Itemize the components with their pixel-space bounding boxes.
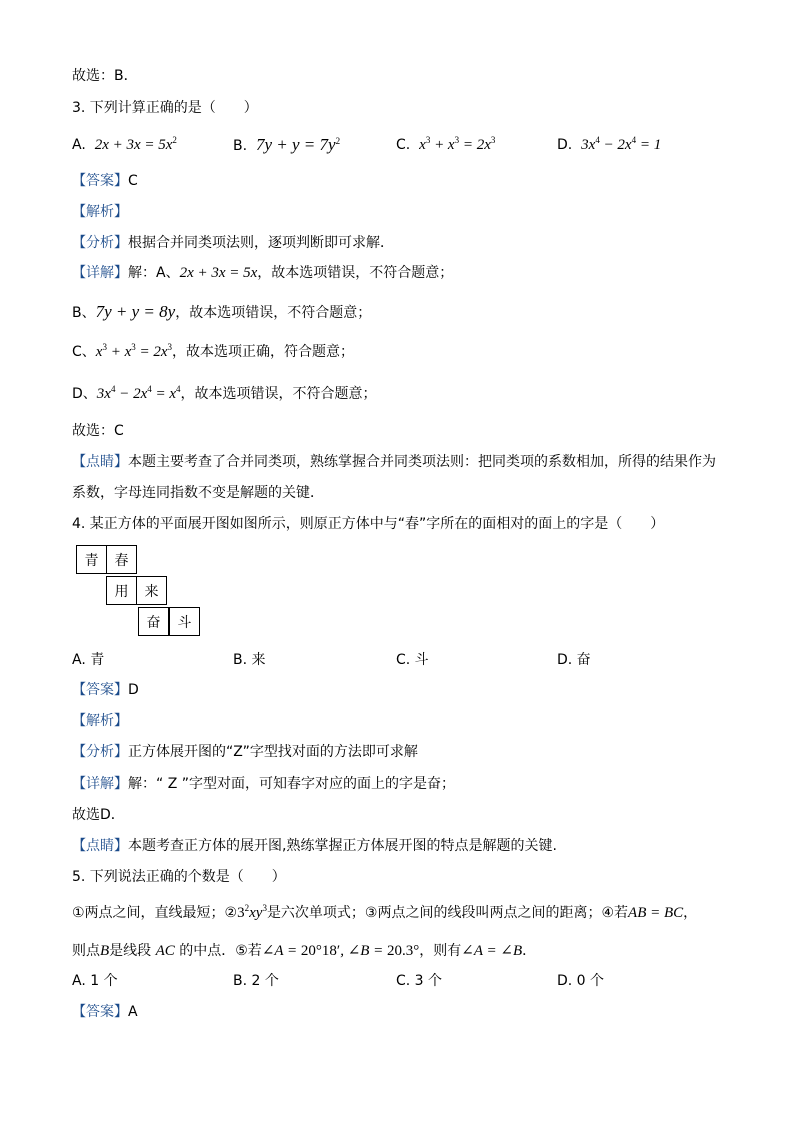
math-expression: AB = BC [628,905,684,921]
net-cell: 奋 [138,607,169,636]
question-3: 3. 下列计算正确的是（ ） [72,100,258,116]
text-line: 故选D． [72,807,125,823]
math-expression: $3x^4 - 2x^4 = 1$ [581,135,662,153]
comment-line: 【点睛】本题主要考查了合并同类项，熟练掌握合并同类项法则：把同类项的系数相加，所得的结果作为 [72,454,716,470]
q3-option-b: B. $7y + y = 7y^2$ [233,135,341,154]
net-cell: 来 [136,576,167,605]
math-expression: AC [155,943,175,959]
q3-option-d: D. $3x^4 - 2x^4 = 1$ [557,135,662,153]
text-line: 故选：C [72,423,124,439]
net-cell: 斗 [169,607,200,636]
q5-option-c: C. 3 个 [396,973,443,989]
q4-option-c: C. 斗 [396,652,429,668]
q5-option-d: D. 0 个 [557,973,605,989]
detail-line-b: B、7y + y = 8y，故本选项错误，不符合题意； [72,302,372,321]
math-expression: ∠A = ∠B [461,943,523,959]
question-5: 5. 下列说法正确的个数是（ ） [72,869,286,885]
detail-line: 【详解】解：“ Z ”字型对面，可知春字对应的面上的字是奋； [72,776,455,792]
answer-line: 【答案】C [72,173,138,189]
math-expression: $2x + 3x = 5x^2$ [94,135,177,153]
net-cell: 青 [76,545,107,574]
comment-line: 系数，字母连同指数不变是解题的关键． [72,485,324,501]
math-expression: B [100,943,110,959]
net-cell: 用 [106,576,137,605]
math-expression: $x^3 + x^3 = 2x^3$ [419,135,496,153]
math-expression: ∠A = 20°18′, ∠B = 20.3° [261,943,420,959]
detail-line-d: D、$3x^4 - 2x^4 = x^4$，故本选项错误，不符合题意； [72,384,377,402]
analysis-heading: 【解析】 [72,713,128,729]
q5-option-a: A. 1 个 [72,973,118,989]
text-line: 故选：B． [72,68,138,84]
answer-line: 【答案】D [72,682,139,698]
q4-option-d: D. 奋 [557,652,591,668]
answer-line: 【答案】A [72,1004,138,1020]
analysis-heading: 【解析】 [72,204,128,220]
math-expression: 2x + 3x = 5x [179,265,258,281]
analysis-line: 【分析】正方体展开图的“Z”字型找对面的方法即可求解 [72,744,418,760]
question-4: 4. 某正方体的平面展开图如图所示，则原正方体中与“春”字所在的面相对的面上的字是（ ） [72,516,665,532]
q3-option-a: A. $2x + 3x = 5x^2$ [72,135,177,153]
q5-statement-line: ①两点之间，直线最短；$②3^2xy^3$是六次单项式；③两点之间的线段叫两点之间的距离；④若AB = BC， [72,903,698,921]
detail-line: 【详解】解：A、2x + 3x = 5x，故本选项错误，不符合题意； [72,265,454,281]
analysis-line: 【分析】根据合并同类项法则，逐项判断即可求解． [72,235,394,251]
math-expression: $3x^4 - 2x^4 = x^4$ [96,384,181,402]
detail-line-c: C、$x^3 + x^3 = 2x^3$，故本选项正确，符合题意； [72,342,355,360]
math-expression: $3^2xy^3$ [237,903,267,921]
q5-option-b: B. 2 个 [233,973,279,989]
q5-statement-line: 则点B是线段 AC 的中点．⑤若∠A = 20°18′, ∠B = 20.3°，则有∠A = ∠B． [72,943,537,959]
math-expression: $7y + y = 7y^2$ [255,135,341,154]
net-cell: 春 [106,545,137,574]
comment-line: 【点睛】本题考查正方体的展开图,熟练掌握正方体展开图的特点是解题的关键. [72,838,557,854]
math-expression: 7y + y = 8y [95,302,176,321]
q3-option-c: C. $x^3 + x^3 = 2x^3$ [396,135,496,153]
math-expression: $x^3 + x^3 = 2x^3$ [95,342,173,360]
q4-option-b: B. 来 [233,652,266,668]
q4-option-a: A. 青 [72,652,105,668]
